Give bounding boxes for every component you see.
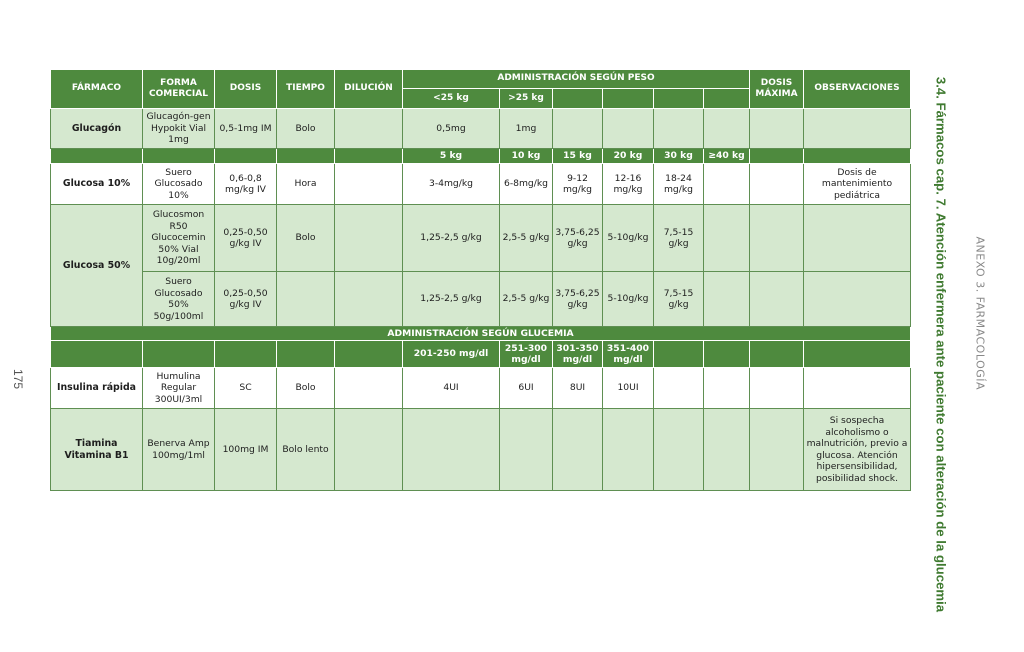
cell-351-400: 10UI xyxy=(603,368,654,409)
row-glucosa-50-b xyxy=(51,272,911,327)
cell-251-300: 6UI xyxy=(500,368,553,409)
cell-dilucion xyxy=(335,272,403,327)
cell-301-350: 8UI xyxy=(553,368,603,409)
drug-table xyxy=(50,69,911,491)
cell-dosis-maxima xyxy=(750,409,804,491)
header-forma-comercial: FORMA COMERCIAL xyxy=(143,70,215,109)
cell-observaciones: Dosis de mantenimiento pediátrica xyxy=(804,164,911,205)
header-tiempo: TIEMPO xyxy=(277,70,335,109)
cell-10kg: 2,5-5 g/kg xyxy=(500,272,553,327)
cell-dosis-maxima xyxy=(750,368,804,409)
cell-gt25: 1mg xyxy=(500,109,553,149)
cell-observaciones xyxy=(804,368,911,409)
header-dosis: DOSIS xyxy=(215,70,277,109)
cell-tiempo: Hora xyxy=(277,164,335,205)
band-40kg: ≥40 kg xyxy=(704,149,750,164)
cell-15kg: 3,75-6,25 g/kg xyxy=(553,205,603,272)
cell-40kg xyxy=(704,205,750,272)
cell-observaciones xyxy=(804,272,911,327)
band-30kg: 30 kg xyxy=(654,149,704,164)
weight-band-row xyxy=(51,149,911,164)
cell-dilucion xyxy=(335,205,403,272)
cell-40kg xyxy=(704,272,750,327)
cell-40kg xyxy=(704,164,750,205)
cell-farmaco: Insulina rápida xyxy=(51,368,143,409)
cell-5kg: 3-4mg/kg xyxy=(403,164,500,205)
glucemia-band-title: ADMINISTRACIÓN SEGÚN GLUCEMIA xyxy=(51,327,911,341)
cell-tiempo xyxy=(277,272,335,327)
section-title: 3.4. Fármacos cap. 7. Atención enfermera ante paciente con alteración de la glucemia xyxy=(933,76,949,613)
cell-dosis-maxima xyxy=(750,272,804,327)
cell-farmaco: Tiamina Vitamina B1 xyxy=(51,409,143,491)
header-dilucion: DILUCIÓN xyxy=(335,70,403,109)
header-row xyxy=(51,70,911,89)
cell-30kg: 18-24 mg/kg xyxy=(654,164,704,205)
cell-observaciones xyxy=(804,109,911,149)
cell-dosis-maxima xyxy=(750,164,804,205)
cell-forma: Suero Glucosado 50% 50g/100ml xyxy=(143,272,215,327)
row-insulina xyxy=(51,368,911,409)
header-dosis-maxima: DOSIS MÁXIMA xyxy=(750,70,804,109)
cell-farmaco: Glucosa 10% xyxy=(51,164,143,205)
range-251-300: 251-300 mg/dl xyxy=(500,341,553,368)
cell-tiempo: Bolo xyxy=(277,205,335,272)
cell-forma: Suero Glucosado 10% xyxy=(143,164,215,205)
cell-20kg: 5-10g/kg xyxy=(603,272,654,327)
cell-dilucion xyxy=(335,109,403,149)
band-5kg: 5 kg xyxy=(403,149,500,164)
cell-tiempo: Bolo xyxy=(277,109,335,149)
header-gt25: >25 kg xyxy=(500,89,553,109)
cell-20kg: 5-10g/kg xyxy=(603,205,654,272)
cell-dosis: 100mg IM xyxy=(215,409,277,491)
cell-lt25: 0,5mg xyxy=(403,109,500,149)
cell-farmaco: Glucosa 50% xyxy=(51,205,143,327)
cell-farmaco: Glucagón xyxy=(51,109,143,149)
cell-observaciones: Si sospecha alcoholismo o malnutrición, previo a glucosa. Atención hipersensibilidad, posibilidad shock. xyxy=(804,409,911,491)
cell-tiempo: Bolo xyxy=(277,368,335,409)
cell-dilucion xyxy=(335,368,403,409)
cell-30kg: 7,5-15 g/kg xyxy=(654,272,704,327)
cell-10kg: 6-8mg/kg xyxy=(500,164,553,205)
cell-201-250: 4UI xyxy=(403,368,500,409)
cell-dosis: 0,5-1mg IM xyxy=(215,109,277,149)
range-201-250: 201-250 mg/dl xyxy=(403,341,500,368)
cell-5kg: 1,25-2,5 g/kg xyxy=(403,205,500,272)
range-301-350: 301-350 mg/dl xyxy=(553,341,603,368)
cell-forma: Glucagón-gen Hypokit Vial 1mg xyxy=(143,109,215,149)
row-tiamina xyxy=(51,409,911,491)
header-lt25: <25 kg xyxy=(403,89,500,109)
cell-dosis: 0,25-0,50 g/kg IV xyxy=(215,205,277,272)
cell-30kg: 7,5-15 g/kg xyxy=(654,205,704,272)
cell-15kg: 9-12 mg/kg xyxy=(553,164,603,205)
range-351-400: 351-400 mg/dl xyxy=(603,341,654,368)
cell-dosis: SC xyxy=(215,368,277,409)
cell-observaciones xyxy=(804,205,911,272)
cell-15kg: 3,75-6,25 g/kg xyxy=(553,272,603,327)
glucemia-band-row xyxy=(51,327,911,341)
band-10kg: 10 kg xyxy=(500,149,553,164)
glucemia-ranges-row xyxy=(51,341,911,368)
row-glucagon xyxy=(51,109,911,149)
row-glucosa-10 xyxy=(51,164,911,205)
cell-dosis-maxima xyxy=(750,205,804,272)
cell-forma: Benerva Amp 100mg/1ml xyxy=(143,409,215,491)
cell-tiempo: Bolo lento xyxy=(277,409,335,491)
band-15kg: 15 kg xyxy=(553,149,603,164)
cell-dilucion xyxy=(335,164,403,205)
row-glucosa-50-a xyxy=(51,205,911,272)
header-observaciones: OBSERVACIONES xyxy=(804,70,911,109)
cell-dosis: 0,25-0,50 g/kg IV xyxy=(215,272,277,327)
cell-dosis: 0,6-0,8 mg/kg IV xyxy=(215,164,277,205)
header-farmaco: FÁRMACO xyxy=(51,70,143,109)
band-20kg: 20 kg xyxy=(603,149,654,164)
header-administracion-peso: ADMINISTRACIÓN SEGÚN PESO xyxy=(403,70,750,89)
cell-20kg: 12-16 mg/kg xyxy=(603,164,654,205)
cell-5kg: 1,25-2,5 g/kg xyxy=(403,272,500,327)
page-number: 175 xyxy=(11,368,26,390)
cell-dilucion xyxy=(335,409,403,491)
cell-10kg: 2,5-5 g/kg xyxy=(500,205,553,272)
cell-forma: Humulina Regular 300UI/3ml xyxy=(143,368,215,409)
annex-label: ANEXO 3. FARMACOLOGÍA xyxy=(973,236,987,391)
cell-forma: Glucosmon R50 Glucocemin 50% Vial 10g/20ml xyxy=(143,205,215,272)
cell-dosis-maxima xyxy=(750,109,804,149)
